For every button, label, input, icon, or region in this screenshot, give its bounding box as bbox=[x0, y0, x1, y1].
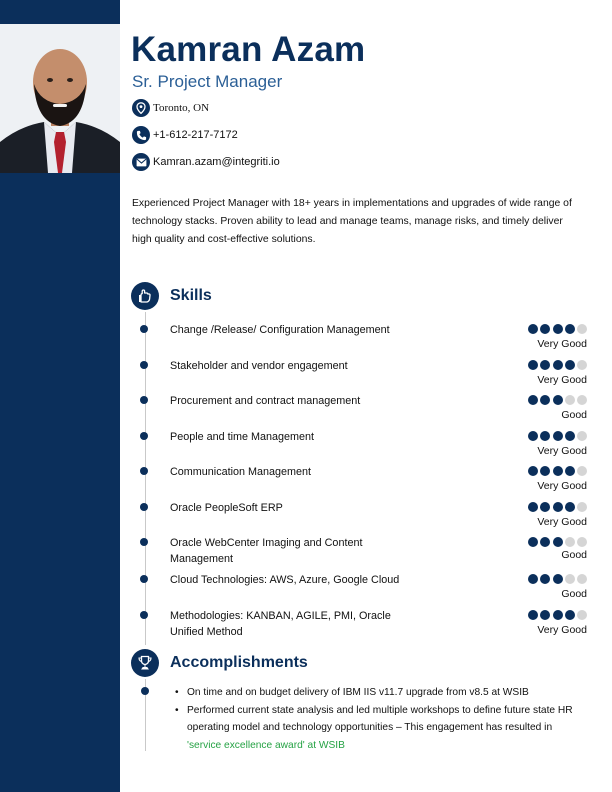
rating-dot-filled bbox=[553, 431, 563, 441]
rating-dot-empty bbox=[577, 395, 587, 405]
profile-summary: Experienced Project Manager with 18+ years in implementations and upgrades of wide range of technology stacks. Proven ability to lead and manage teams, manage risks, and timely deliver high quality and cost-effective solutions. bbox=[132, 198, 572, 245]
skill-name: Stakeholder and vendor engagement bbox=[170, 360, 348, 372]
rating-dot-filled bbox=[528, 324, 538, 334]
rating-dot-empty bbox=[577, 324, 587, 334]
rating-dot-filled bbox=[540, 610, 550, 620]
rating-dot-filled bbox=[553, 395, 563, 405]
skills-heading bbox=[131, 282, 212, 310]
skill-level: Good bbox=[561, 409, 587, 421]
rating-dot-filled bbox=[565, 324, 575, 334]
rating-dot-filled bbox=[553, 574, 563, 584]
email-text: Kamran.azam@integriti.io bbox=[153, 156, 280, 168]
skill-rating bbox=[526, 574, 587, 584]
contact-phone bbox=[132, 126, 238, 144]
rating-dot-filled bbox=[528, 502, 538, 512]
skill-level: Good bbox=[561, 588, 587, 600]
skill-bullet bbox=[140, 538, 148, 546]
rating-dot-filled bbox=[540, 537, 550, 547]
rating-dot-empty bbox=[577, 466, 587, 476]
rating-dot-filled bbox=[528, 537, 538, 547]
rating-dot-empty bbox=[565, 395, 575, 405]
skill-name: Change /Release/ Configuration Management bbox=[170, 324, 390, 336]
skill-bullet bbox=[140, 361, 148, 369]
skill-name: Cloud Technologies: AWS, Azure, Google Cloud bbox=[170, 574, 400, 586]
rating-dot-empty bbox=[577, 360, 587, 370]
skill-level: Very Good bbox=[537, 338, 587, 350]
phone-text: +1-612-217-7172 bbox=[153, 129, 238, 141]
rating-dot-filled bbox=[540, 360, 550, 370]
rating-dot-filled bbox=[565, 610, 575, 620]
award-highlight: 'service excellence award' at WSIB bbox=[187, 739, 345, 751]
skill-bullet bbox=[140, 575, 148, 583]
skill-bullet bbox=[140, 325, 148, 333]
skill-level: Very Good bbox=[537, 624, 587, 636]
skill-level: Very Good bbox=[537, 445, 587, 457]
skill-name: Procurement and contract management bbox=[170, 395, 361, 407]
trophy-icon bbox=[131, 649, 159, 677]
accomplishments-title: Accomplishments bbox=[170, 654, 308, 671]
rating-dot-filled bbox=[528, 431, 538, 441]
rating-dot-filled bbox=[553, 537, 563, 547]
skill-rating bbox=[526, 431, 587, 441]
envelope-icon bbox=[132, 153, 150, 171]
rating-dot-filled bbox=[540, 324, 550, 334]
rating-dot-filled bbox=[528, 466, 538, 476]
accomplishments-list bbox=[175, 684, 585, 754]
rating-dot-filled bbox=[565, 502, 575, 512]
rating-dot-filled bbox=[528, 360, 538, 370]
hand-icon bbox=[131, 282, 159, 310]
skill-level: Very Good bbox=[537, 480, 587, 492]
rating-dot-empty bbox=[577, 502, 587, 512]
skill-rating bbox=[526, 466, 587, 476]
location-text: Toronto, ON bbox=[153, 102, 210, 114]
rating-dot-empty bbox=[577, 610, 587, 620]
skills-title: Skills bbox=[170, 287, 212, 304]
rating-dot-empty bbox=[577, 537, 587, 547]
skill-level: Very Good bbox=[537, 516, 587, 528]
rating-dot-filled bbox=[565, 360, 575, 370]
skill-rating bbox=[526, 502, 587, 512]
skill-rating bbox=[526, 610, 587, 620]
skill-level: Good bbox=[561, 549, 587, 561]
candidate-name: Kamran Azam bbox=[131, 30, 366, 69]
rating-dot-empty bbox=[577, 574, 587, 584]
rating-dot-filled bbox=[528, 395, 538, 405]
skill-rating bbox=[526, 537, 587, 547]
contact-email bbox=[132, 153, 280, 171]
skill-rating bbox=[526, 324, 587, 334]
rating-dot-filled bbox=[528, 574, 538, 584]
rating-dot-filled bbox=[528, 610, 538, 620]
skill-level: Very Good bbox=[537, 374, 587, 386]
phone-icon bbox=[132, 126, 150, 144]
contact-location bbox=[132, 99, 209, 117]
rating-dot-empty bbox=[577, 431, 587, 441]
rating-dot-filled bbox=[540, 574, 550, 584]
skill-bullet bbox=[140, 503, 148, 511]
rating-dot-filled bbox=[553, 466, 563, 476]
rating-dot-empty bbox=[565, 574, 575, 584]
rating-dot-empty bbox=[565, 537, 575, 547]
accomplishment-text: Performed current state analysis and led multiple workshops to define future state HR operating model and technology opportunities – This engagement has resulted in bbox=[187, 704, 573, 733]
rating-dot-filled bbox=[540, 395, 550, 405]
accomplishment-text: On time and on budget delivery of IBM IIS v11.7 upgrade from v8.5 at WSIB bbox=[187, 687, 529, 698]
skill-name: Communication Management bbox=[170, 466, 312, 478]
rating-dot-filled bbox=[553, 502, 563, 512]
skill-name: Oracle PeopleSoft ERP bbox=[170, 502, 283, 514]
rating-dot-filled bbox=[553, 360, 563, 370]
skill-rating bbox=[526, 395, 587, 405]
rating-dot-filled bbox=[553, 324, 563, 334]
job-title: Sr. Project Manager bbox=[132, 72, 283, 91]
location-pin-icon bbox=[132, 99, 150, 117]
rating-dot-filled bbox=[540, 431, 550, 441]
rating-dot-filled bbox=[540, 466, 550, 476]
skill-bullet bbox=[140, 396, 148, 404]
skill-bullet bbox=[140, 432, 148, 440]
rating-dot-filled bbox=[565, 431, 575, 441]
rating-dot-filled bbox=[540, 502, 550, 512]
profile-photo bbox=[0, 24, 120, 173]
rating-dot-filled bbox=[553, 610, 563, 620]
skill-rating bbox=[526, 360, 587, 370]
skill-name: Methodologies: KANBAN, AGILE, PMI, Oracle Unified Method bbox=[170, 610, 391, 638]
skill-bullet bbox=[140, 611, 148, 619]
skill-bullet bbox=[140, 467, 148, 475]
skill-name: Oracle WebCenter Imaging and Content Management bbox=[170, 537, 363, 565]
accomplishments-heading bbox=[131, 649, 308, 677]
rating-dot-filled bbox=[565, 466, 575, 476]
accomplishment-item bbox=[175, 702, 585, 755]
accomplishments-bullet bbox=[141, 687, 149, 695]
skill-name: People and time Management bbox=[170, 431, 315, 443]
accomplishment-item bbox=[175, 684, 585, 702]
